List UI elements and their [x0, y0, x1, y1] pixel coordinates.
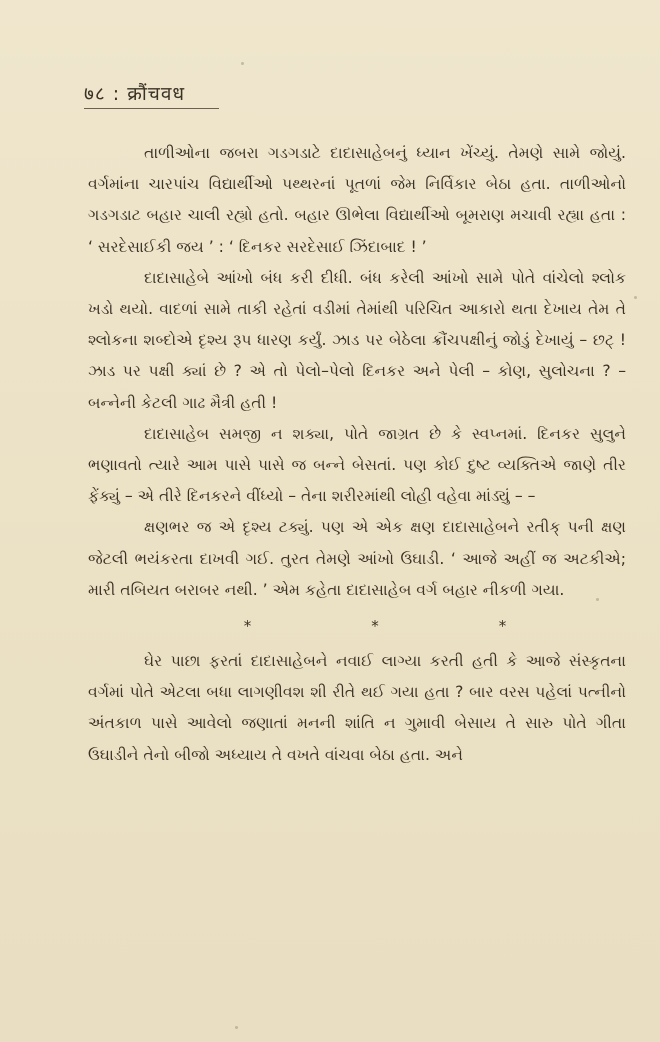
page-header: ७८ : क्रौंचवध: [84, 83, 186, 105]
paper-speck: [596, 598, 599, 601]
paper-speck: [634, 296, 637, 299]
paragraph-3: દાદાસાહેબ સમજી ન શક્યા, પોતે જાગ્રત છે કે સ્વપ્નમાં. દિનકર સુલુને ભણાવતો ત્યારે આમ પાસે પાસે જ બન્ને બેસતાં. પણ કોઈ દુષ્ટ વ્યક્તિએ જાણે તીર ફેંક્યું – એ તીરે દિનકરને વીંધ્યો – તેના શરીરમાંથી લોહી વહેવા માંડ્યું – –: [88, 424, 626, 506]
paragraph-1: તાળીઓના જબરા ગડગડાટે દાદાસાહેબનું ધ્યાન ખેંચ્યું. તેમણે સામે જોયું. વર્ગમાંના ચારપાંચ વિદ્યાર્થીઓ પથ્થરનાં પૂતળાં જેમ નિર્વિકાર બેઠા હતા. તાળીઓનો ગડગડાટ બહાર ચાલી રહ્યો હતો. બહાર ઊભેલા વિદ્યાર્થીઓ બૂમરાણ મચાવી રહ્યા હતા : ‘ સરદેસાઈકી જય ’ : ‘ દિનકર સરદેસાઈ ઝિંદાબાદ ! ’: [88, 144, 626, 256]
header-underline: [84, 108, 219, 109]
paper-speck: [235, 1026, 238, 1029]
separator-asterisk: *: [243, 617, 252, 636]
paragraph-4: ક્ષણભર જ એ દૃશ્ય ટક્યું. પણ એ એક ક્ષણ દાદાસાહેબને રતીક્ પની ક્ષણ જેટલી ભયંકરતા દાખવી ગઈ. તુરત તેમણે આંખો ઉઘાડી. ‘ આજે અહીં જ અટકીએ; મારી તબિયત બરાબર નથી. ’ એમ કહેતા દાદાસાહેબ વર્ગ બહાર નીકળી ગયા.: [88, 518, 626, 599]
separator-asterisk: *: [498, 617, 507, 636]
separator-asterisk: *: [371, 617, 379, 636]
paragraph-2: દાદાસાહેબે આંખો બંધ કરી દીધી. બંધ કરેલી આંખો સામે પોતે વાંચેલો શ્લોક ખડો થયો. વાદળાં સામે તાકી રહેતાં વડીમાં તેમાંથી પરિચિત આકારો થતા દેખાય તેમ તે શ્લોકના શબ્દોએ દૃશ્ય રૂપ ધારણ કર્યું. ઝાડ પર બેઠેલા ક્રૌંચપક્ષીનું જોડું દેખાયું – છટ્ ! ઝાડ પર પક્ષી ક્યાં છે ? એ તો પેલો–પેલો દિનકર અને પેલી – કોણ, સુલોચના ? – બન્નેની કેટલી ગાઢ મૈત્રી હતી !: [88, 268, 626, 412]
section-separator: [88, 606, 626, 646]
body-text: [88, 138, 626, 771]
paper-speck: [241, 62, 244, 65]
paragraph-5: ઘેર પાછા ફરતાં દાદાસાહેબને નવાઈ લાગ્યા કરતી હતી કે આજે સંસ્કૃતના વર્ગમાં પોતે એટલા બધા લાગણીવશ શી રીતે થઈ ગયા હતા ? બાર વરસ પહેલાં પત્નીનો અંતકાળ પાસે આવેલો જણાતાં મનની શાંતિ ન ગુમાવી બેસાય તે સારુ પોતે ગીતા ઉઘાડીને તેનો બીજો અધ્યાય તે વખતે વાંચવા બેઠા હતા. અને: [88, 652, 626, 764]
